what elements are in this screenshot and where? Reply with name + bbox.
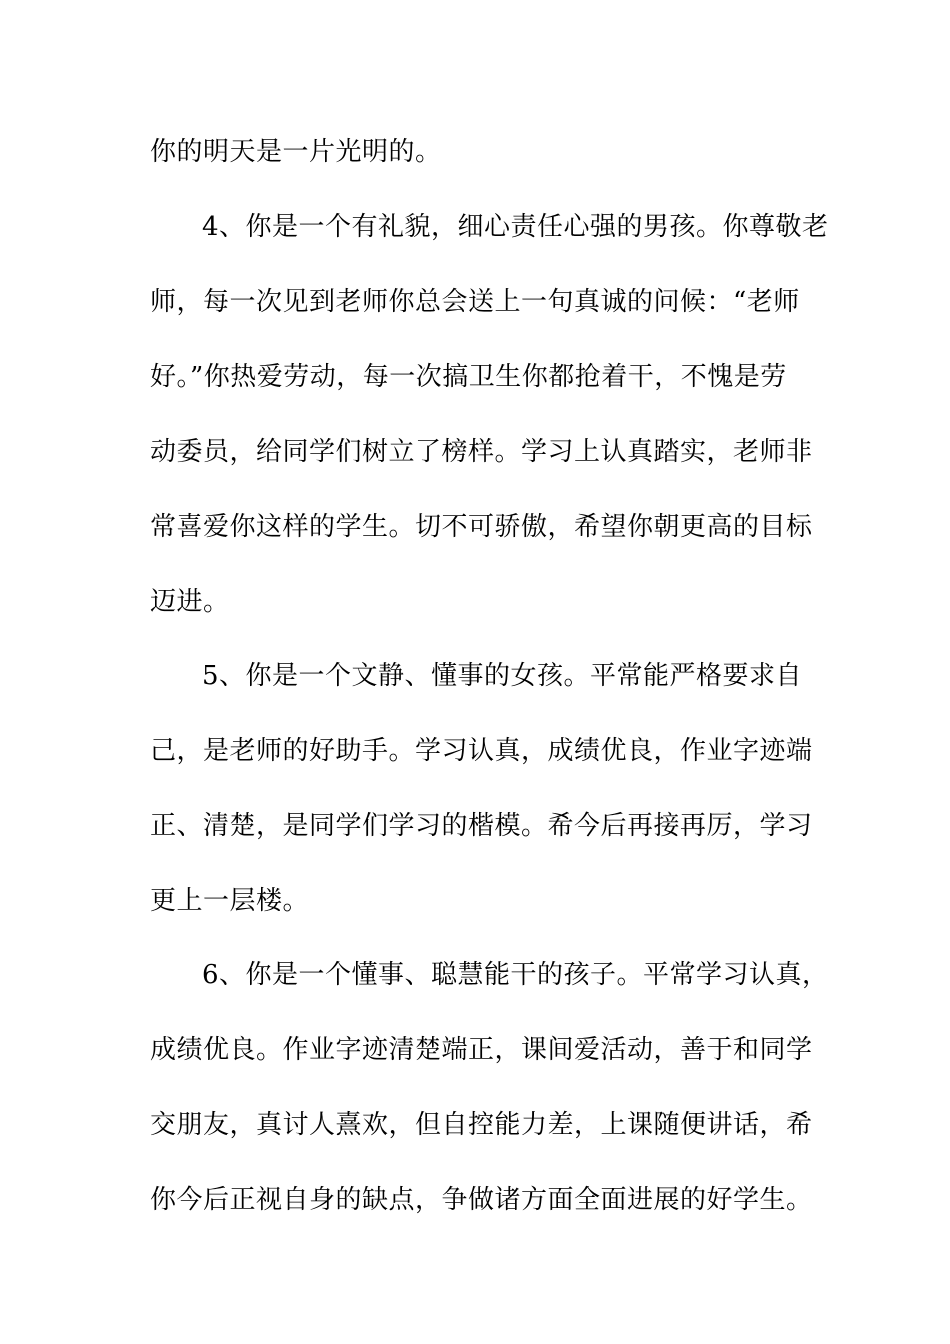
paragraph-4-line: 常喜爱你这样的学生。切不可骄傲，希望你朝更高的目标 bbox=[150, 512, 813, 542]
paragraph-4-line: 4、你是一个有礼貌，细心责任心强的男孩。你尊敬老 bbox=[202, 212, 829, 242]
paragraph-6-line: 6、你是一个懂事、聪慧能干的孩子。平常学习认真， bbox=[202, 960, 829, 990]
paragraph-4-line: 动委员，给同学们树立了榜样。学习上认真踏实，老师非 bbox=[150, 437, 813, 467]
text-line: 你的明天是一片光明的。 bbox=[150, 137, 442, 167]
paragraph-4-line: 师，每一次见到老师你总会送上一句真诚的问候：“老师 bbox=[150, 287, 800, 317]
paragraph-6-line: 你今后正视自身的缺点，争做诸方面全面进展的好学生。 bbox=[150, 1185, 813, 1215]
paragraph-4-line: 好。”你热爱劳动，每一次搞卫生你都抢着干，不愧是劳 bbox=[150, 362, 787, 392]
paragraph-6-line: 交朋友，真讨人熹欢，但自控能力差，上课随便讲话，希 bbox=[150, 1110, 813, 1140]
paragraph-5-line: 己，是老师的好助手。学习认真，成绩优良，作业字迹端 bbox=[150, 736, 813, 766]
paragraph-6-line: 成绩优良。作业字迹清楚端正，课间爱活动，善于和同学 bbox=[150, 1035, 813, 1065]
paragraph-5-line: 正、清楚，是同学们学习的楷模。希今后再接再厉，学习 bbox=[150, 811, 813, 841]
paragraph-5-line: 更上一层楼。 bbox=[150, 886, 310, 916]
paragraph-5-line: 5、你是一个文静、懂事的女孩。平常能严格要求自 bbox=[202, 661, 803, 691]
paragraph-4-line: 迈进。 bbox=[150, 587, 230, 617]
